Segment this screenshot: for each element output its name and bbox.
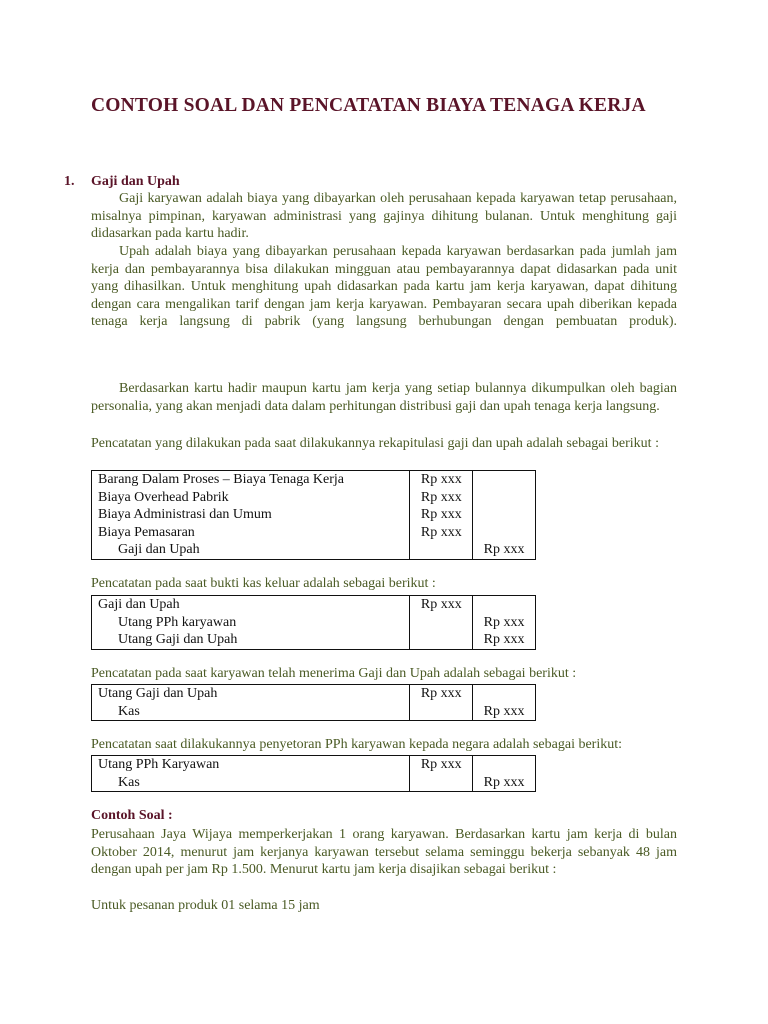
account-cell: Utang PPh karyawan: [118, 614, 237, 630]
journal-table-rekapitulasi: [91, 470, 536, 560]
table-row: [92, 524, 536, 542]
debit-cell: [410, 614, 473, 632]
account-cell: Utang PPh Karyawan: [92, 756, 410, 774]
account-cell: Gaji dan Upah: [92, 596, 410, 614]
credit-cell: [473, 489, 536, 507]
credit-cell: Rp xxx: [473, 614, 536, 632]
paragraph-kartu: Berdasarkan kartu hadir maupun kartu jam kerja yang setiap bulannya dikumpulkan oleh bagian personalia, yang akan menjadi data dalam perhitungan distribusi gaji dan upah tenaga kerja langsung.: [91, 381, 677, 414]
debit-cell: Rp xxx: [410, 489, 473, 507]
table-row: [92, 685, 536, 703]
caption-penyetoran-pph: Pencatatan saat dilakukannya penyetoran PPh karyawan kepada negara adalah sebagai berikut:: [91, 737, 623, 752]
page-title: CONTOH SOAL DAN PENCATATAN BIAYA TENAGA KERJA: [91, 95, 646, 116]
debit-cell: [410, 703, 473, 721]
section-heading: Gaji dan Upah: [91, 174, 180, 189]
debit-cell: [410, 774, 473, 792]
credit-cell: [473, 506, 536, 524]
table-row: [92, 703, 536, 721]
credit-cell: Rp xxx: [473, 631, 536, 649]
credit-cell: [473, 524, 536, 542]
credit-cell: [473, 756, 536, 774]
credit-cell: Rp xxx: [473, 774, 536, 792]
table-row: [92, 596, 536, 614]
debit-cell: [410, 631, 473, 649]
table-row: [92, 631, 536, 649]
journal-table-penyetoran-pph: [91, 755, 536, 792]
debit-cell: Rp xxx: [410, 471, 473, 489]
section-number: 1.: [64, 174, 75, 189]
paragraph-pesanan: Untuk pesanan produk 01 selama 15 jam: [91, 898, 320, 913]
debit-cell: Rp xxx: [410, 756, 473, 774]
debit-cell: Rp xxx: [410, 685, 473, 703]
paragraph-contoh-soal: Perusahaan Jaya Wijaya memperkerjakan 1 orang karyawan. Berdasarkan kartu jam kerja di bulan Oktober 2014, menurut jam kerjanya karyawan tersebut selama seminggu bekerja sebanyak 48 jam dengan upah per jam Rp 1.500. Menurut kartu jam kerja disajikan sebagai berikut :: [91, 827, 677, 878]
table-row: [92, 489, 536, 507]
account-cell: Gaji dan Upah: [118, 542, 200, 558]
paragraph-gaji: Gaji karyawan adalah biaya yang dibayarkan oleh perusahaan kepada karyawan tetap perusahaan, misalnya pimpinan, karyawan administrasi yang gajinya dihitung bulanan. Untuk menghitung gaji didasarkan pada kartu hadir.: [91, 191, 677, 242]
account-cell: Biaya Administrasi dan Umum: [92, 506, 410, 524]
account-cell: Barang Dalam Proses – Biaya Tenaga Kerja: [92, 471, 410, 489]
credit-cell: [473, 471, 536, 489]
account-cell: Utang Gaji dan Upah: [118, 632, 238, 648]
table-row: [92, 471, 536, 489]
paragraph-upah: Upah adalah biaya yang dibayarkan perusahaan kepada karyawan berdasarkan pada jumlah jam kerja dan pembayarannya bisa dilakukan mingguan atau pembayarannya dapat didasarkan pada unit yang dihasilkan. Untuk menghitung upah didasarkan pada kartu jam kerja karyawan, dapat dihitung dengan cara mengalikan tarif dengan jam kerja karyawan. Pembayaran secara upah diberikan kepada tenaga kerja langsung di pabrik (yang langsung berhubungan dengan pembuatan produk).: [91, 244, 677, 330]
table-row: [92, 774, 536, 792]
debit-cell: Rp xxx: [410, 506, 473, 524]
account-cell: Kas: [118, 703, 140, 719]
table-row: [92, 614, 536, 632]
paragraph-pencatatan: Pencatatan yang dilakukan pada saat dilakukannya rekapitulasi gaji dan upah adalah sebagai berikut :: [91, 436, 659, 451]
debit-cell: Rp xxx: [410, 524, 473, 542]
debit-cell: Rp xxx: [410, 596, 473, 614]
debit-cell: [410, 541, 473, 559]
credit-cell: Rp xxx: [473, 703, 536, 721]
journal-table-terima-gaji: [91, 684, 536, 721]
credit-cell: [473, 685, 536, 703]
caption-bukti-kas: Pencatatan pada saat bukti kas keluar adalah sebagai berikut :: [91, 576, 436, 591]
table-row: [92, 541, 536, 559]
account-cell: Biaya Overhead Pabrik: [92, 489, 410, 507]
credit-cell: [473, 596, 536, 614]
table-row: [92, 506, 536, 524]
account-cell: Biaya Pemasaran: [92, 524, 410, 542]
caption-terima-gaji: Pencatatan pada saat karyawan telah menerima Gaji dan Upah adalah sebagai berikut :: [91, 666, 577, 681]
account-cell: Kas: [118, 774, 140, 790]
credit-cell: Rp xxx: [473, 541, 536, 559]
account-cell: Utang Gaji dan Upah: [92, 685, 410, 703]
contoh-soal-heading: Contoh Soal :: [91, 808, 173, 823]
table-row: [92, 756, 536, 774]
journal-table-bukti-kas: [91, 595, 536, 650]
